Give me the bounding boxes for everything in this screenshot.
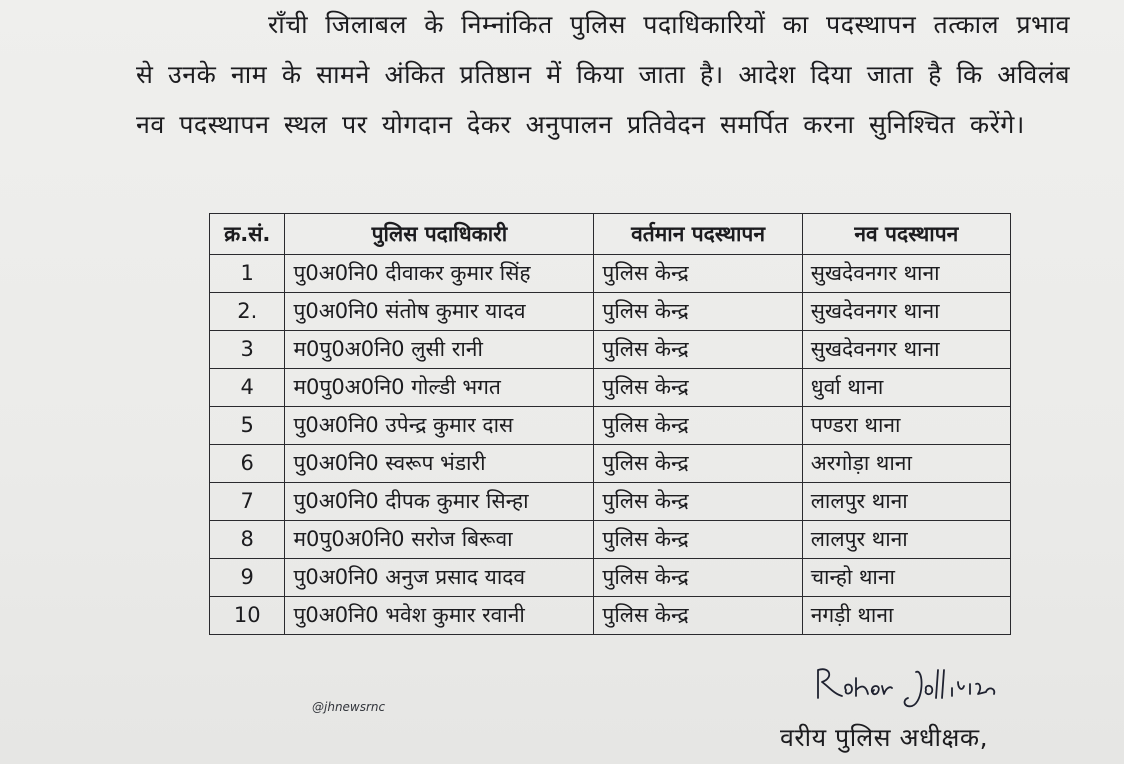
new-posting-cell: नगड़ी थाना [802, 597, 1010, 635]
new-posting-cell: अरगोड़ा थाना [802, 445, 1010, 483]
table-row [210, 521, 1011, 559]
officer-cell: म0पु0अ0नि0 लुसी रानी [285, 331, 594, 369]
table-header-row [210, 214, 1011, 255]
table-row [210, 407, 1011, 445]
current-posting-cell: पुलिस केन्द्र [594, 293, 802, 331]
serial-cell: 7 [210, 483, 285, 521]
table-row [210, 331, 1011, 369]
serial-cell: 4 [210, 369, 285, 407]
serial-cell: 10 [210, 597, 285, 635]
posting-table [209, 213, 1011, 635]
current-posting-cell: पुलिस केन्द्र [594, 483, 802, 521]
table-row [210, 483, 1011, 521]
table-row [210, 597, 1011, 635]
serial-cell: 9 [210, 559, 285, 597]
current-posting-cell: पुलिस केन्द्र [594, 369, 802, 407]
table-row [210, 369, 1011, 407]
new-posting-cell: धुर्वा थाना [802, 369, 1010, 407]
current-posting-cell: पुलिस केन्द्र [594, 597, 802, 635]
header-current-posting: वर्तमान पदस्थापन [594, 214, 802, 255]
current-posting-cell: पुलिस केन्द्र [594, 445, 802, 483]
officer-cell: पु0अ0नि0 दीवाकर कुमार सिंह [285, 255, 594, 293]
current-posting-cell: पुलिस केन्द्र [594, 521, 802, 559]
serial-cell: 8 [210, 521, 285, 559]
current-posting-cell: पुलिस केन्द्र [594, 331, 802, 369]
new-posting-cell: पण्डरा थाना [802, 407, 1010, 445]
table-row [210, 293, 1011, 331]
watermark-handle: @jhnewsrnc [312, 700, 386, 714]
officer-cell: पु0अ0नि0 स्वरूप भंडारी [285, 445, 594, 483]
header-officer: पुलिस पदाधिकारी [285, 214, 594, 255]
officer-cell: पु0अ0नि0 अनुज प्रसाद यादव [285, 559, 594, 597]
serial-cell: 2. [210, 293, 285, 331]
serial-cell: 6 [210, 445, 285, 483]
signatory-designation: वरीय पुलिस अधीक्षक, [780, 723, 989, 752]
new-posting-cell: सुखदेवनगर थाना [802, 331, 1010, 369]
officer-cell: पु0अ0नि0 दीपक कुमार सिन्हा [285, 483, 594, 521]
serial-cell: 5 [210, 407, 285, 445]
serial-cell: 1 [210, 255, 285, 293]
new-posting-cell: लालपुर थाना [802, 483, 1010, 521]
officer-cell: म0पु0अ0नि0 गोल्डी भगत [285, 369, 594, 407]
new-posting-cell: चान्हो थाना [802, 559, 1010, 597]
officer-cell: पु0अ0नि0 उपेन्द्र कुमार दास [285, 407, 594, 445]
table-row [210, 445, 1011, 483]
officer-cell: पु0अ0नि0 संतोष कुमार यादव [285, 293, 594, 331]
new-posting-cell: लालपुर थाना [802, 521, 1010, 559]
header-serial: क्र.सं. [210, 214, 285, 255]
serial-cell: 3 [210, 331, 285, 369]
current-posting-cell: पुलिस केन्द्र [594, 407, 802, 445]
header-new-posting: नव पदस्थापन [802, 214, 1010, 255]
new-posting-cell: सुखदेवनगर थाना [802, 255, 1010, 293]
current-posting-cell: पुलिस केन्द्र [594, 255, 802, 293]
officer-cell: म0पु0अ0नि0 सरोज बिरूवा [285, 521, 594, 559]
table-row [210, 255, 1011, 293]
order-paragraph: राँची जिलाबल के निम्नांकित पुलिस पदाधिकारियों का पदस्थापन तत्काल प्रभाव से उनके नाम के सामने अंकित प्रतिष्ठान में किया जाता है। आदेश दिया जाता है कि अविलंब नव पदस्थापन स्थल पर योगदान देकर अनुपालन प्रतिवेदन समर्पित करना सुनिश्चित करेंगे। [136, 10, 1070, 139]
officer-cell: पु0अ0नि0 भवेश कुमार रवानी [285, 597, 594, 635]
table-row [210, 559, 1011, 597]
signature-image [812, 662, 1022, 722]
new-posting-cell: सुखदेवनगर थाना [802, 293, 1010, 331]
current-posting-cell: पुलिस केन्द्र [594, 559, 802, 597]
